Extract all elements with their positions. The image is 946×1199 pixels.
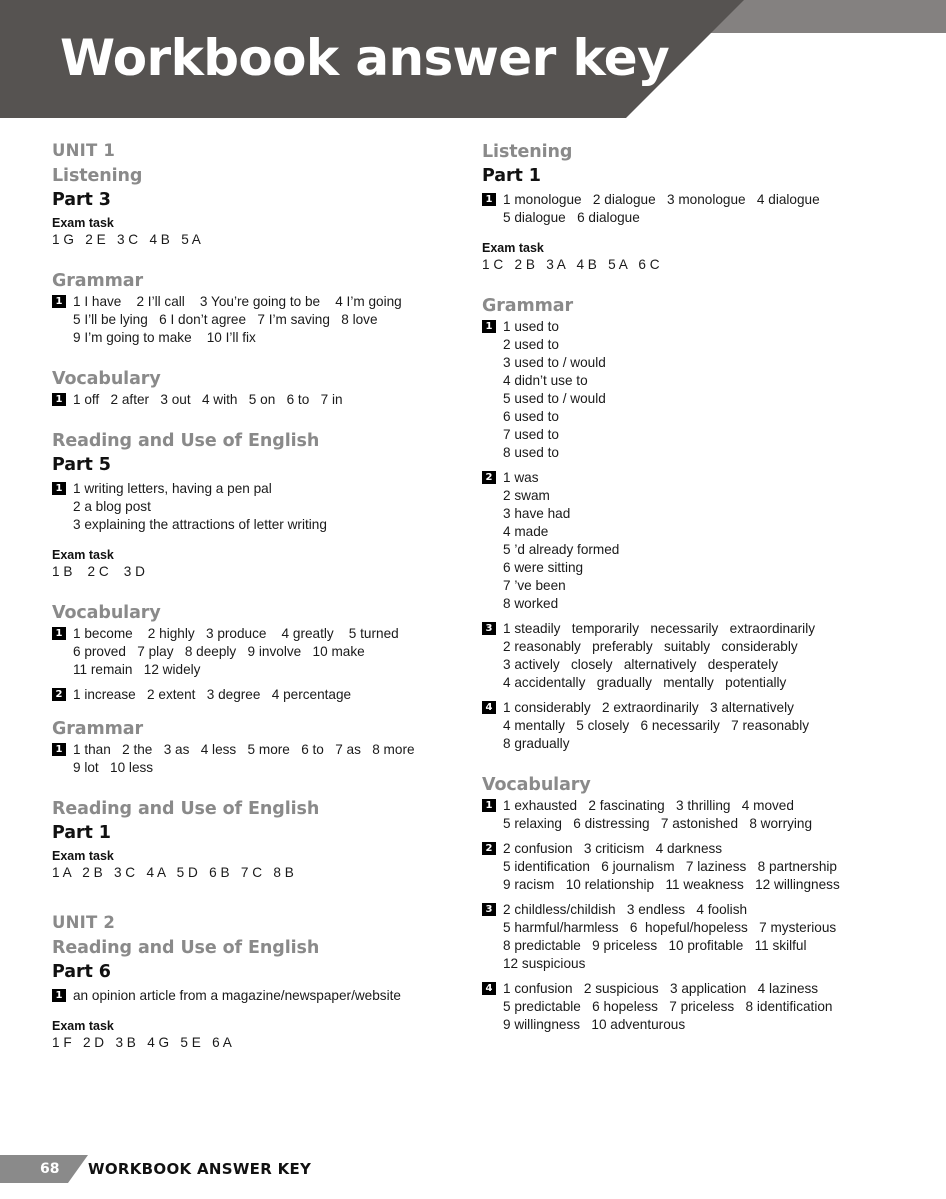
footer-page-number: 68 [40,1161,60,1177]
spacer [482,613,900,620]
heading-part-1: Part 1 [52,823,111,843]
spacer [482,692,900,699]
spacer [482,462,900,469]
answer-line: 9 racism 10 relationship 11 weakness 12 willingness [503,877,840,892]
exercise-number-badge: 2 [52,688,66,701]
answer-line: 5 used to / would [503,391,606,406]
exercise-block [482,318,900,462]
answer-line: 9 lot 10 less [73,760,154,775]
right-column [482,140,900,1034]
exercise-block [482,901,900,973]
exercise-number-badge: 4 [482,701,496,714]
answer-line: 7 used to [503,427,559,442]
spacer [52,249,464,269]
exercise-number-badge: 1 [482,193,496,206]
exercise-block [52,480,464,534]
spacer [52,777,464,797]
spacer [52,409,464,429]
answer-line: 3 actively closely alternatively desperately [503,657,779,672]
exercise-number-badge: 1 [52,482,66,495]
answer-line: 1 increase 2 extent 3 degree 4 percentage [73,687,352,702]
spacer [482,833,900,840]
label-exam-task: Exam task [482,241,544,255]
answer-line: 2 reasonably preferably suitably considerably [503,639,798,654]
answer-line: 2 confusion 3 criticism 4 darkness [503,841,723,856]
heading-part-1: Part 1 [482,166,541,186]
answer-line: 4 accidentally gradually mentally potentially [503,675,787,690]
exercise-number-badge: 4 [482,982,496,995]
answer-line: 7 ’ve been [503,578,566,593]
label-exam-task: Exam task [52,548,114,562]
spacer [482,894,900,901]
answer-line: 8 gradually [503,736,570,751]
exercise-number-badge: 1 [482,320,496,333]
heading-vocabulary: Vocabulary [52,369,161,389]
heading-grammar: Grammar [52,271,144,291]
answer-line: 1 off 2 after 3 out 4 with 5 on 6 to 7 in [73,392,343,407]
answer-line: 1 I have 2 I’ll call 3 You’re going to be 4 I’m going [73,294,402,309]
answer-line: 5 I’ll be lying 6 I don’t agree 7 I’m saving 8 love [73,312,378,327]
heading-reading-use-of-english: Reading and Use of English [52,938,320,958]
spacer [482,753,900,773]
exercise-number-badge: 1 [52,743,66,756]
exam-task-answers: 1 A 2 B 3 C 4 A 5 D 6 B 7 C 8 B [52,865,294,880]
spacer [52,704,464,717]
answer-line: 1 was [503,470,539,485]
footer-label: WORKBOOK ANSWER KEY [88,1160,312,1178]
answer-line: 1 considerably 2 extraordinarily 3 alternatively [503,700,794,715]
answer-line: 12 suspicious [503,956,586,971]
exercise-number-badge: 2 [482,842,496,855]
exercise-number-badge: 1 [52,989,66,1002]
answer-line: 1 used to [503,319,559,334]
answer-line: 2 swam [503,488,550,503]
answer-line: 11 remain 12 widely [73,662,201,677]
answer-line: an opinion article from a magazine/newspaper/website [73,988,401,1003]
answer-line: 3 have had [503,506,571,521]
page-title: Workbook answer key [60,29,670,87]
answer-line: 5 identification 6 journalism 7 laziness 8 partnership [503,859,837,874]
page-header [0,0,946,122]
spacer [482,274,900,294]
answer-line: 2 childless/childish 3 endless 4 foolish [503,902,748,917]
label-exam-task: Exam task [52,216,114,230]
answer-line: 5 relaxing 6 distressing 7 astonished 8 worrying [503,816,813,831]
heading-part-5: Part 5 [52,455,111,475]
answer-line: 8 worked [503,596,559,611]
answer-line: 5 dialogue 6 dialogue [503,210,640,225]
heading-unit-1: UNIT 1 [52,141,116,160]
exam-task-answers: 1 C 2 B 3 A 4 B 5 A 6 C [482,257,660,272]
exam-task-answers: 1 F 2 D 3 B 4 G 5 E 6 A [52,1035,232,1050]
exercise-block [482,191,900,227]
exercise-block [482,699,900,753]
exercise-number-badge: 1 [52,627,66,640]
exercise-number-badge: 1 [52,393,66,406]
exercise-number-badge: 2 [482,471,496,484]
heading-listening: Listening [482,142,573,162]
answer-line: 8 used to [503,445,559,460]
answer-line: 1 writing letters, having a pen pal [73,481,272,496]
exercise-block [482,980,900,1034]
exercise-block [482,469,900,613]
answer-line: 6 were sitting [503,560,584,575]
exercise-block [52,293,464,347]
label-exam-task: Exam task [52,1019,114,1033]
spacer [52,581,464,601]
heading-unit-2: UNIT 2 [52,913,116,932]
heading-grammar: Grammar [52,719,144,739]
page-footer [0,1155,946,1185]
answer-line: 1 monologue 2 dialogue 3 monologue 4 dialogue [503,192,820,207]
exercise-block [482,840,900,894]
spacer [52,882,464,912]
answer-line: 9 willingness 10 adventurous [503,1017,686,1032]
heading-reading-use-of-english: Reading and Use of English [52,431,320,451]
spacer [52,347,464,367]
exercise-block [52,391,464,409]
spacer [482,227,900,240]
answer-line: 5 predictable 6 hopeless 7 priceless 8 identification [503,999,833,1014]
answer-line: 3 used to / would [503,355,606,370]
exercise-number-badge: 3 [482,903,496,916]
answer-line: 1 confusion 2 suspicious 3 application 4 laziness [503,981,819,996]
answer-line: 4 made [503,524,549,539]
answer-line: 1 become 2 highly 3 produce 4 greatly 5 turned [73,626,399,641]
exercise-block [52,987,464,1005]
spacer [52,1005,464,1018]
heading-listening: Listening [52,166,143,186]
exercise-block [52,625,464,679]
exam-task-answers: 1 B 2 C 3 D [52,564,145,579]
exam-task-answers: 1 G 2 E 3 C 4 B 5 A [52,232,201,247]
answer-line: 5 ’d already formed [503,542,620,557]
heading-grammar: Grammar [482,296,574,316]
heading-part-6: Part 6 [52,962,111,982]
answer-line: 4 mentally 5 closely 6 necessarily 7 reasonably [503,718,810,733]
exercise-block [52,686,464,704]
answer-line: 2 used to [503,337,559,352]
spacer [52,679,464,686]
answer-line: 3 explaining the attractions of letter writing [73,517,327,532]
exercise-block [482,620,900,692]
heading-vocabulary: Vocabulary [52,603,161,623]
exercise-block [52,741,464,777]
exercise-number-badge: 1 [52,295,66,308]
answer-line: 4 didn’t use to [503,373,588,388]
answer-line: 6 used to [503,409,559,424]
answer-line: 1 than 2 the 3 as 4 less 5 more 6 to 7 as 8 more [73,742,415,757]
heading-part-3: Part 3 [52,190,111,210]
answer-line: 2 a blog post [73,499,151,514]
exercise-block [482,797,900,833]
heading-reading-use-of-english: Reading and Use of English [52,799,320,819]
exercise-number-badge: 3 [482,622,496,635]
answer-line: 1 steadily temporarily necessarily extraordinarily [503,621,816,636]
left-column [52,140,464,1052]
answer-line: 5 harmful/harmless 6 hopeful/hopeless 7 mysterious [503,920,837,935]
label-exam-task: Exam task [52,849,114,863]
answer-line: 1 exhausted 2 fascinating 3 thrilling 4 moved [503,798,794,813]
exercise-number-badge: 1 [482,799,496,812]
answer-line: 8 predictable 9 priceless 10 profitable 11 skilful [503,938,807,953]
heading-vocabulary: Vocabulary [482,775,591,795]
spacer [482,973,900,980]
spacer [52,534,464,547]
answer-line: 6 proved 7 play 8 deeply 9 involve 10 make [73,644,365,659]
answer-line: 9 I’m going to make 10 I’ll fix [73,330,256,345]
